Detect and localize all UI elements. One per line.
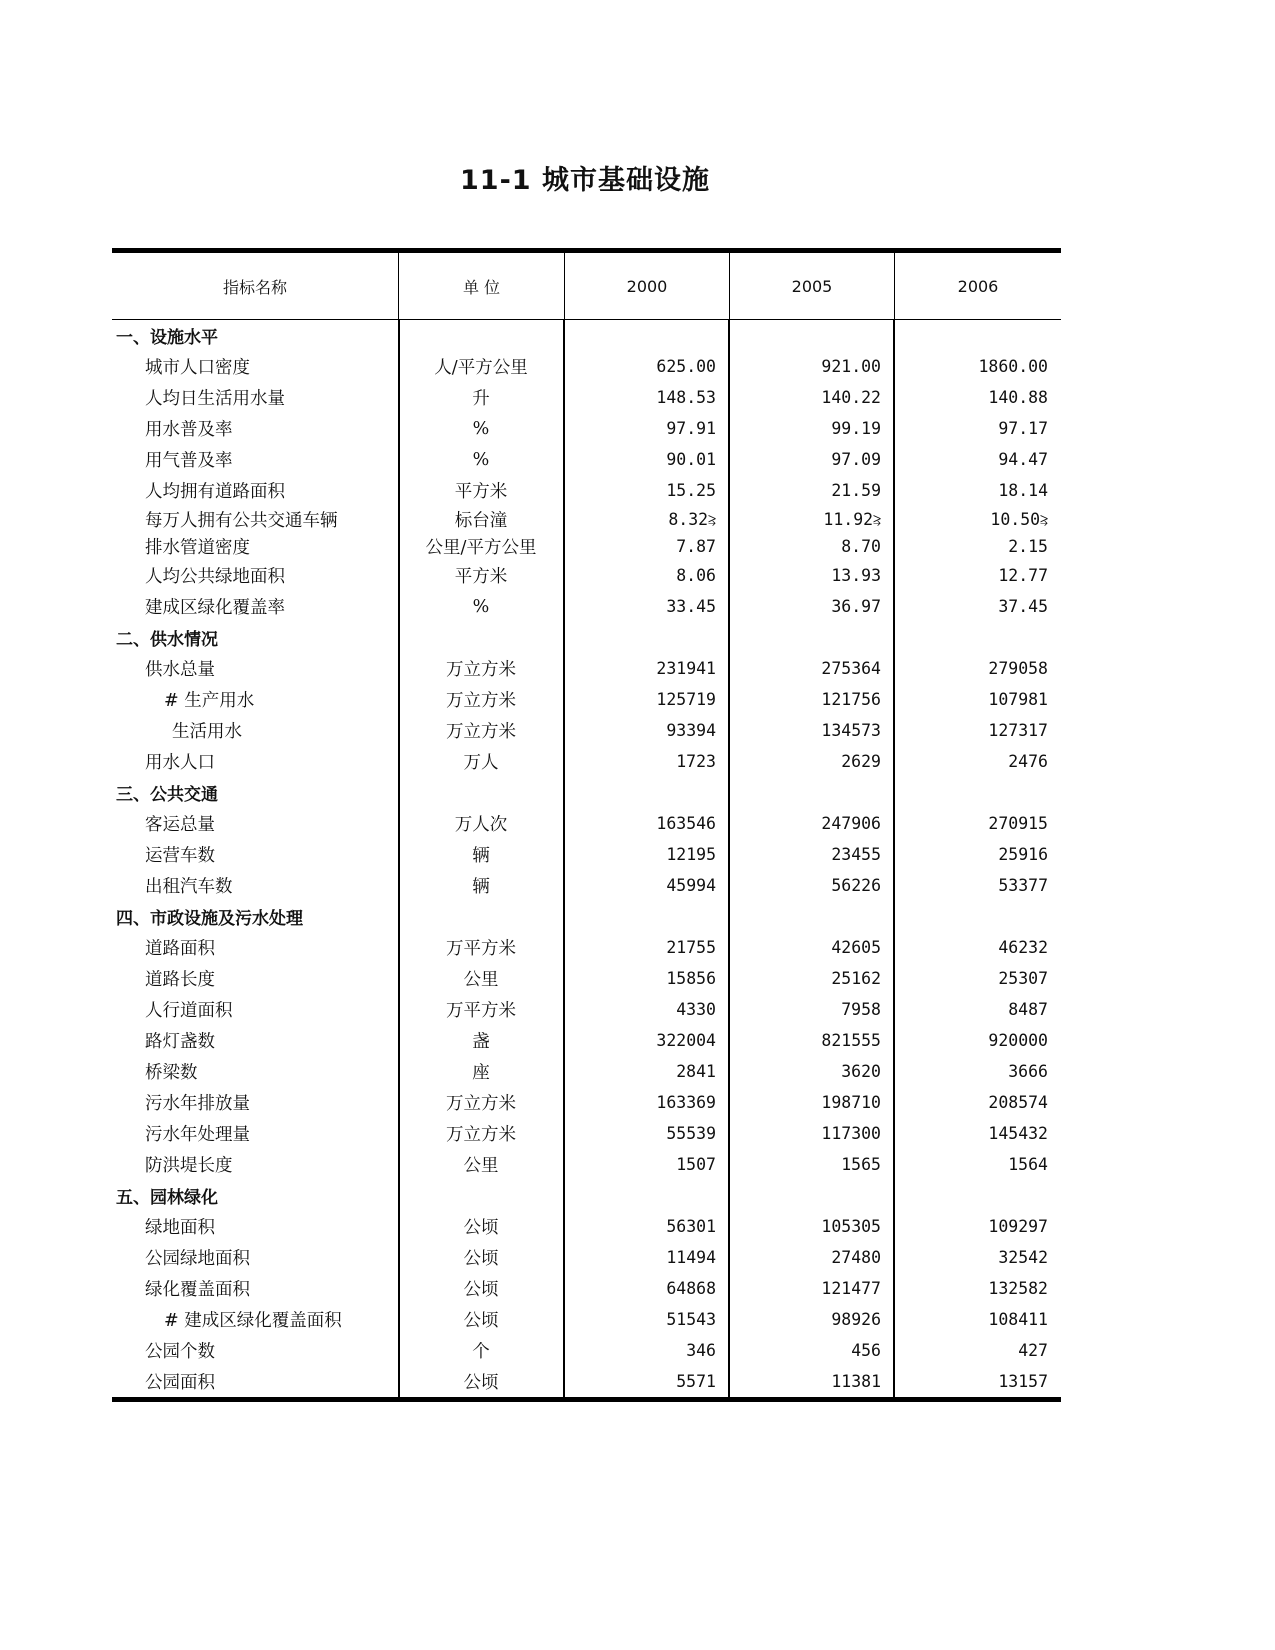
- header-unit: 单 位: [398, 253, 564, 319]
- glyph-mark-icon: ⥸: [708, 511, 716, 528]
- header-year-2000: 2000: [564, 253, 729, 319]
- indicator-name: 污水年处理量: [145, 1125, 250, 1145]
- indicator-name: 运营车数: [145, 846, 215, 866]
- value-2006: [894, 320, 1061, 351]
- table-row: [112, 1211, 1061, 1242]
- unit-cell: 辆: [472, 846, 490, 866]
- value-2000: [564, 1180, 729, 1211]
- unit-cell: 公里: [463, 1156, 499, 1176]
- table-row: [112, 560, 1061, 591]
- table-row: [112, 506, 1061, 533]
- value-2006: 25916: [998, 845, 1048, 864]
- value-2005: 11381: [831, 1372, 881, 1391]
- value-2005: 42605: [831, 938, 881, 957]
- value-2000: 55539: [666, 1124, 716, 1143]
- value-text: 11.92: [823, 510, 874, 529]
- unit-cell: 人/平方公里: [434, 358, 528, 378]
- unit-cell: 公里/平方公里: [425, 538, 537, 558]
- header-indicator-name: 指标名称: [222, 277, 287, 297]
- value-2005: 121756: [821, 690, 881, 709]
- table-row: [112, 808, 1061, 839]
- unit-cell: 万立方米: [446, 660, 516, 680]
- value-2005: 456: [851, 1341, 881, 1360]
- unit-cell: 万立方米: [446, 1125, 516, 1145]
- value-2000: 163546: [656, 814, 716, 833]
- indicator-name: 公园面积: [145, 1373, 215, 1393]
- value-2000: [564, 320, 729, 351]
- unit-cell: 公顷: [463, 1249, 499, 1269]
- value-text: 10.50: [990, 510, 1041, 529]
- value-2006: 94.47: [998, 450, 1048, 469]
- value-2005: 121477: [821, 1279, 881, 1298]
- indicator-name: # 建成区绿化覆盖面积: [164, 1311, 342, 1331]
- table-row: [112, 1118, 1061, 1149]
- unit-cell: 个: [472, 1342, 490, 1362]
- unit-cell: [398, 777, 564, 808]
- value-2005: 821555: [821, 1031, 881, 1050]
- column-divider: [728, 320, 730, 1397]
- value-2000: 51543: [666, 1310, 716, 1329]
- value-2000: 163369: [656, 1093, 716, 1112]
- value-2005: [729, 622, 894, 653]
- table-row: [112, 684, 1061, 715]
- unit-cell: 平方米: [454, 567, 508, 587]
- unit-cell: 公里: [463, 970, 499, 990]
- unit-cell: 万平方米: [446, 1001, 516, 1021]
- table-row: [112, 994, 1061, 1025]
- indicator-name: 人均拥有道路面积: [145, 482, 285, 502]
- value-2000: [564, 901, 729, 932]
- table-row: [112, 351, 1061, 382]
- unit-cell: [398, 901, 564, 932]
- value-2000: [564, 622, 729, 653]
- value-2005: 134573: [821, 721, 881, 740]
- value-2006: [894, 506, 1061, 533]
- value-2006: 270915: [988, 814, 1048, 833]
- value-2006: 97.17: [998, 419, 1048, 438]
- table-row: [112, 839, 1061, 870]
- indicator-name: 生活用水: [172, 722, 242, 742]
- table-row: [112, 715, 1061, 746]
- indicator-name: 每万人拥有公共交通车辆: [145, 511, 338, 531]
- table-row: [112, 1056, 1061, 1087]
- unit-cell: 标台潼: [454, 511, 508, 531]
- unit-cell: 万人次: [454, 815, 508, 835]
- value-2006: 109297: [988, 1217, 1048, 1236]
- unit-cell: 辆: [472, 877, 490, 897]
- value-2006: 920000: [988, 1031, 1048, 1050]
- section-row: [112, 777, 1061, 808]
- value-2000: 11494: [666, 1248, 716, 1267]
- table-header: [112, 253, 1061, 320]
- table-row: [112, 413, 1061, 444]
- value-2000: 97.91: [666, 419, 716, 438]
- unit-cell: 公顷: [463, 1280, 499, 1300]
- value-2005: 21.59: [831, 481, 881, 500]
- unit-cell: %: [472, 449, 490, 470]
- value-2000: 346: [686, 1341, 716, 1360]
- value-2006: 13157: [998, 1372, 1048, 1391]
- section-title: 四、市政设施及污水处理: [116, 909, 303, 929]
- unit-cell: [398, 320, 564, 351]
- value-2000: 15856: [666, 969, 716, 988]
- value-2006: 145432: [988, 1124, 1048, 1143]
- value-2000: 7.87: [676, 537, 716, 556]
- value-2000: 4330: [676, 1000, 716, 1019]
- value-2005: 56226: [831, 876, 881, 895]
- section-row: [112, 622, 1061, 653]
- table-row: [112, 475, 1061, 506]
- unit-cell: 万立方米: [446, 722, 516, 742]
- indicator-name: 供水总量: [145, 660, 215, 680]
- value-2005: 8.70: [841, 537, 881, 556]
- value-2006: [894, 777, 1061, 808]
- indicator-name: # 生产用水: [164, 691, 255, 711]
- value-2006: 18.14: [998, 481, 1048, 500]
- value-2000: 15.25: [666, 481, 716, 500]
- value-2000: 64868: [666, 1279, 716, 1298]
- value-2005: 140.22: [821, 388, 881, 407]
- indicator-name: 客运总量: [145, 815, 215, 835]
- indicator-name: 用气普及率: [145, 451, 233, 471]
- value-2006: 427: [1018, 1341, 1048, 1360]
- table-row: [112, 591, 1061, 622]
- value-2005: [729, 1180, 894, 1211]
- value-2006: 2.15: [1008, 537, 1048, 556]
- value-2006: 2476: [1008, 752, 1048, 771]
- unit-cell: 公顷: [463, 1218, 499, 1238]
- value-2006: 12.77: [998, 566, 1048, 585]
- value-2000: 125719: [656, 690, 716, 709]
- value-2005: 1565: [841, 1155, 881, 1174]
- value-2006: 32542: [998, 1248, 1048, 1267]
- section-title: 五、园林绿化: [116, 1188, 218, 1208]
- indicator-name: 防洪堤长度: [145, 1156, 233, 1176]
- value-2005: 23455: [831, 845, 881, 864]
- indicator-name: 绿地面积: [145, 1218, 215, 1238]
- table-row: [112, 1335, 1061, 1366]
- value-2005: 7958: [841, 1000, 881, 1019]
- value-2000: 5571: [676, 1372, 716, 1391]
- glyph-mark-icon: ⥸: [1040, 511, 1048, 528]
- table-row: [112, 1273, 1061, 1304]
- value-2006: 46232: [998, 938, 1048, 957]
- value-2000: 148.53: [656, 388, 716, 407]
- table-row: [112, 533, 1061, 560]
- indicator-name: 建成区绿化覆盖率: [145, 598, 285, 618]
- indicator-name: 人均公共绿地面积: [145, 567, 285, 587]
- indicator-name: 道路长度: [145, 970, 215, 990]
- unit-cell: 万人: [463, 753, 499, 773]
- value-2006: [894, 622, 1061, 653]
- value-2000: 33.45: [666, 597, 716, 616]
- table-row: [112, 1149, 1061, 1180]
- value-2006: [894, 901, 1061, 932]
- value-2000: 90.01: [666, 450, 716, 469]
- column-divider: [398, 320, 400, 1397]
- value-2000: 45994: [666, 876, 716, 895]
- table-row: [112, 1025, 1061, 1056]
- section-title: 三、公共交通: [116, 785, 218, 805]
- value-2005: [729, 777, 894, 808]
- unit-cell: 万立方米: [446, 1094, 516, 1114]
- unit-cell: 公顷: [463, 1373, 499, 1393]
- unit-cell: 升: [472, 389, 490, 409]
- value-2006: 208574: [988, 1093, 1048, 1112]
- value-2005: 13.93: [831, 566, 881, 585]
- value-2006: 132582: [988, 1279, 1048, 1298]
- value-text: 8.32: [668, 510, 709, 529]
- value-2000: 56301: [666, 1217, 716, 1236]
- page-title: 11-1 城市基础设施: [460, 165, 710, 196]
- indicator-name: 用水人口: [145, 753, 215, 773]
- section-title: 二、供水情况: [116, 630, 218, 650]
- value-2000: 21755: [666, 938, 716, 957]
- column-divider: [893, 320, 895, 1397]
- value-2005: 25162: [831, 969, 881, 988]
- unit-cell: 公顷: [463, 1311, 499, 1331]
- unit-cell: 盏: [472, 1032, 490, 1052]
- value-2006: 8487: [1008, 1000, 1048, 1019]
- value-2006: 140.88: [988, 388, 1048, 407]
- indicator-name: 排水管道密度: [145, 538, 250, 558]
- table-row: [112, 932, 1061, 963]
- value-2000: [564, 506, 729, 533]
- table-bottom-rule: [112, 1397, 1061, 1402]
- table-body: [112, 320, 1061, 1397]
- table-row: [112, 444, 1061, 475]
- table-row: [112, 963, 1061, 994]
- section-row: [112, 320, 1061, 351]
- unit-cell: [398, 622, 564, 653]
- value-2006: 37.45: [998, 597, 1048, 616]
- unit-cell: %: [472, 418, 490, 439]
- header-year-2006: 2006: [894, 253, 1061, 319]
- indicator-name: 绿化覆盖面积: [145, 1280, 250, 1300]
- unit-cell: 平方米: [454, 482, 508, 502]
- value-2005: 3620: [841, 1062, 881, 1081]
- indicator-name: 公园个数: [145, 1342, 215, 1362]
- value-2005: 27480: [831, 1248, 881, 1267]
- unit-cell: %: [472, 596, 490, 617]
- value-2000: 8.06: [676, 566, 716, 585]
- indicator-name: 污水年排放量: [145, 1094, 250, 1114]
- section-row: [112, 901, 1061, 932]
- value-2006: 1860.00: [978, 357, 1048, 376]
- value-2005: 247906: [821, 814, 881, 833]
- value-2000: 322004: [656, 1031, 716, 1050]
- value-2000: 1723: [676, 752, 716, 771]
- indicator-name: 人均日生活用水量: [145, 389, 285, 409]
- value-2000: [564, 777, 729, 808]
- column-divider: [563, 320, 565, 1397]
- indicator-name: 路灯盏数: [145, 1032, 215, 1052]
- value-2005: 117300: [821, 1124, 881, 1143]
- table-row: [112, 653, 1061, 684]
- value-2005: 275364: [821, 659, 881, 678]
- table-row: [112, 870, 1061, 901]
- table-row: [112, 1242, 1061, 1273]
- unit-cell: 座: [472, 1063, 490, 1083]
- table-row: [112, 1087, 1061, 1118]
- value-2006: 127317: [988, 721, 1048, 740]
- glyph-mark-icon: ⥸: [873, 511, 881, 528]
- value-2005: [729, 901, 894, 932]
- value-2005: [729, 320, 894, 351]
- table-row: [112, 746, 1061, 777]
- value-2005: 97.09: [831, 450, 881, 469]
- indicator-name: 公园绿地面积: [145, 1249, 250, 1269]
- indicator-name: 道路面积: [145, 939, 215, 959]
- value-2000: 2841: [676, 1062, 716, 1081]
- value-2005: [729, 506, 894, 533]
- value-2000: 625.00: [656, 357, 716, 376]
- unit-cell: 万立方米: [446, 691, 516, 711]
- indicator-name: 出租汽车数: [145, 877, 233, 897]
- value-2005: 921.00: [821, 357, 881, 376]
- value-2005: 99.19: [831, 419, 881, 438]
- value-2006: 107981: [988, 690, 1048, 709]
- value-2000: 93394: [666, 721, 716, 740]
- table-row: [112, 1304, 1061, 1335]
- header-year-2005: 2005: [729, 253, 894, 319]
- value-2000: 1507: [676, 1155, 716, 1174]
- value-2005: 98926: [831, 1310, 881, 1329]
- value-2006: [894, 1180, 1061, 1211]
- infrastructure-table: [112, 248, 1061, 1402]
- value-2006: 108411: [988, 1310, 1048, 1329]
- indicator-name: 桥梁数: [145, 1063, 198, 1083]
- value-2000: 231941: [656, 659, 716, 678]
- indicator-name: 用水普及率: [145, 420, 233, 440]
- unit-cell: [398, 1180, 564, 1211]
- value-2006: 279058: [988, 659, 1048, 678]
- value-2006: 53377: [998, 876, 1048, 895]
- unit-cell: 万平方米: [446, 939, 516, 959]
- value-2005: 198710: [821, 1093, 881, 1112]
- table-row: [112, 1366, 1061, 1397]
- value-2005: 36.97: [831, 597, 881, 616]
- indicator-name: 城市人口密度: [145, 358, 250, 378]
- value-2005: 105305: [821, 1217, 881, 1236]
- value-2006: 1564: [1008, 1155, 1048, 1174]
- value-2005: 2629: [841, 752, 881, 771]
- value-2006: 25307: [998, 969, 1048, 988]
- table-row: [112, 382, 1061, 413]
- section-row: [112, 1180, 1061, 1211]
- value-2000: 12195: [666, 845, 716, 864]
- value-2006: 3666: [1008, 1062, 1048, 1081]
- indicator-name: 人行道面积: [145, 1001, 233, 1021]
- section-title: 一、设施水平: [116, 328, 218, 348]
